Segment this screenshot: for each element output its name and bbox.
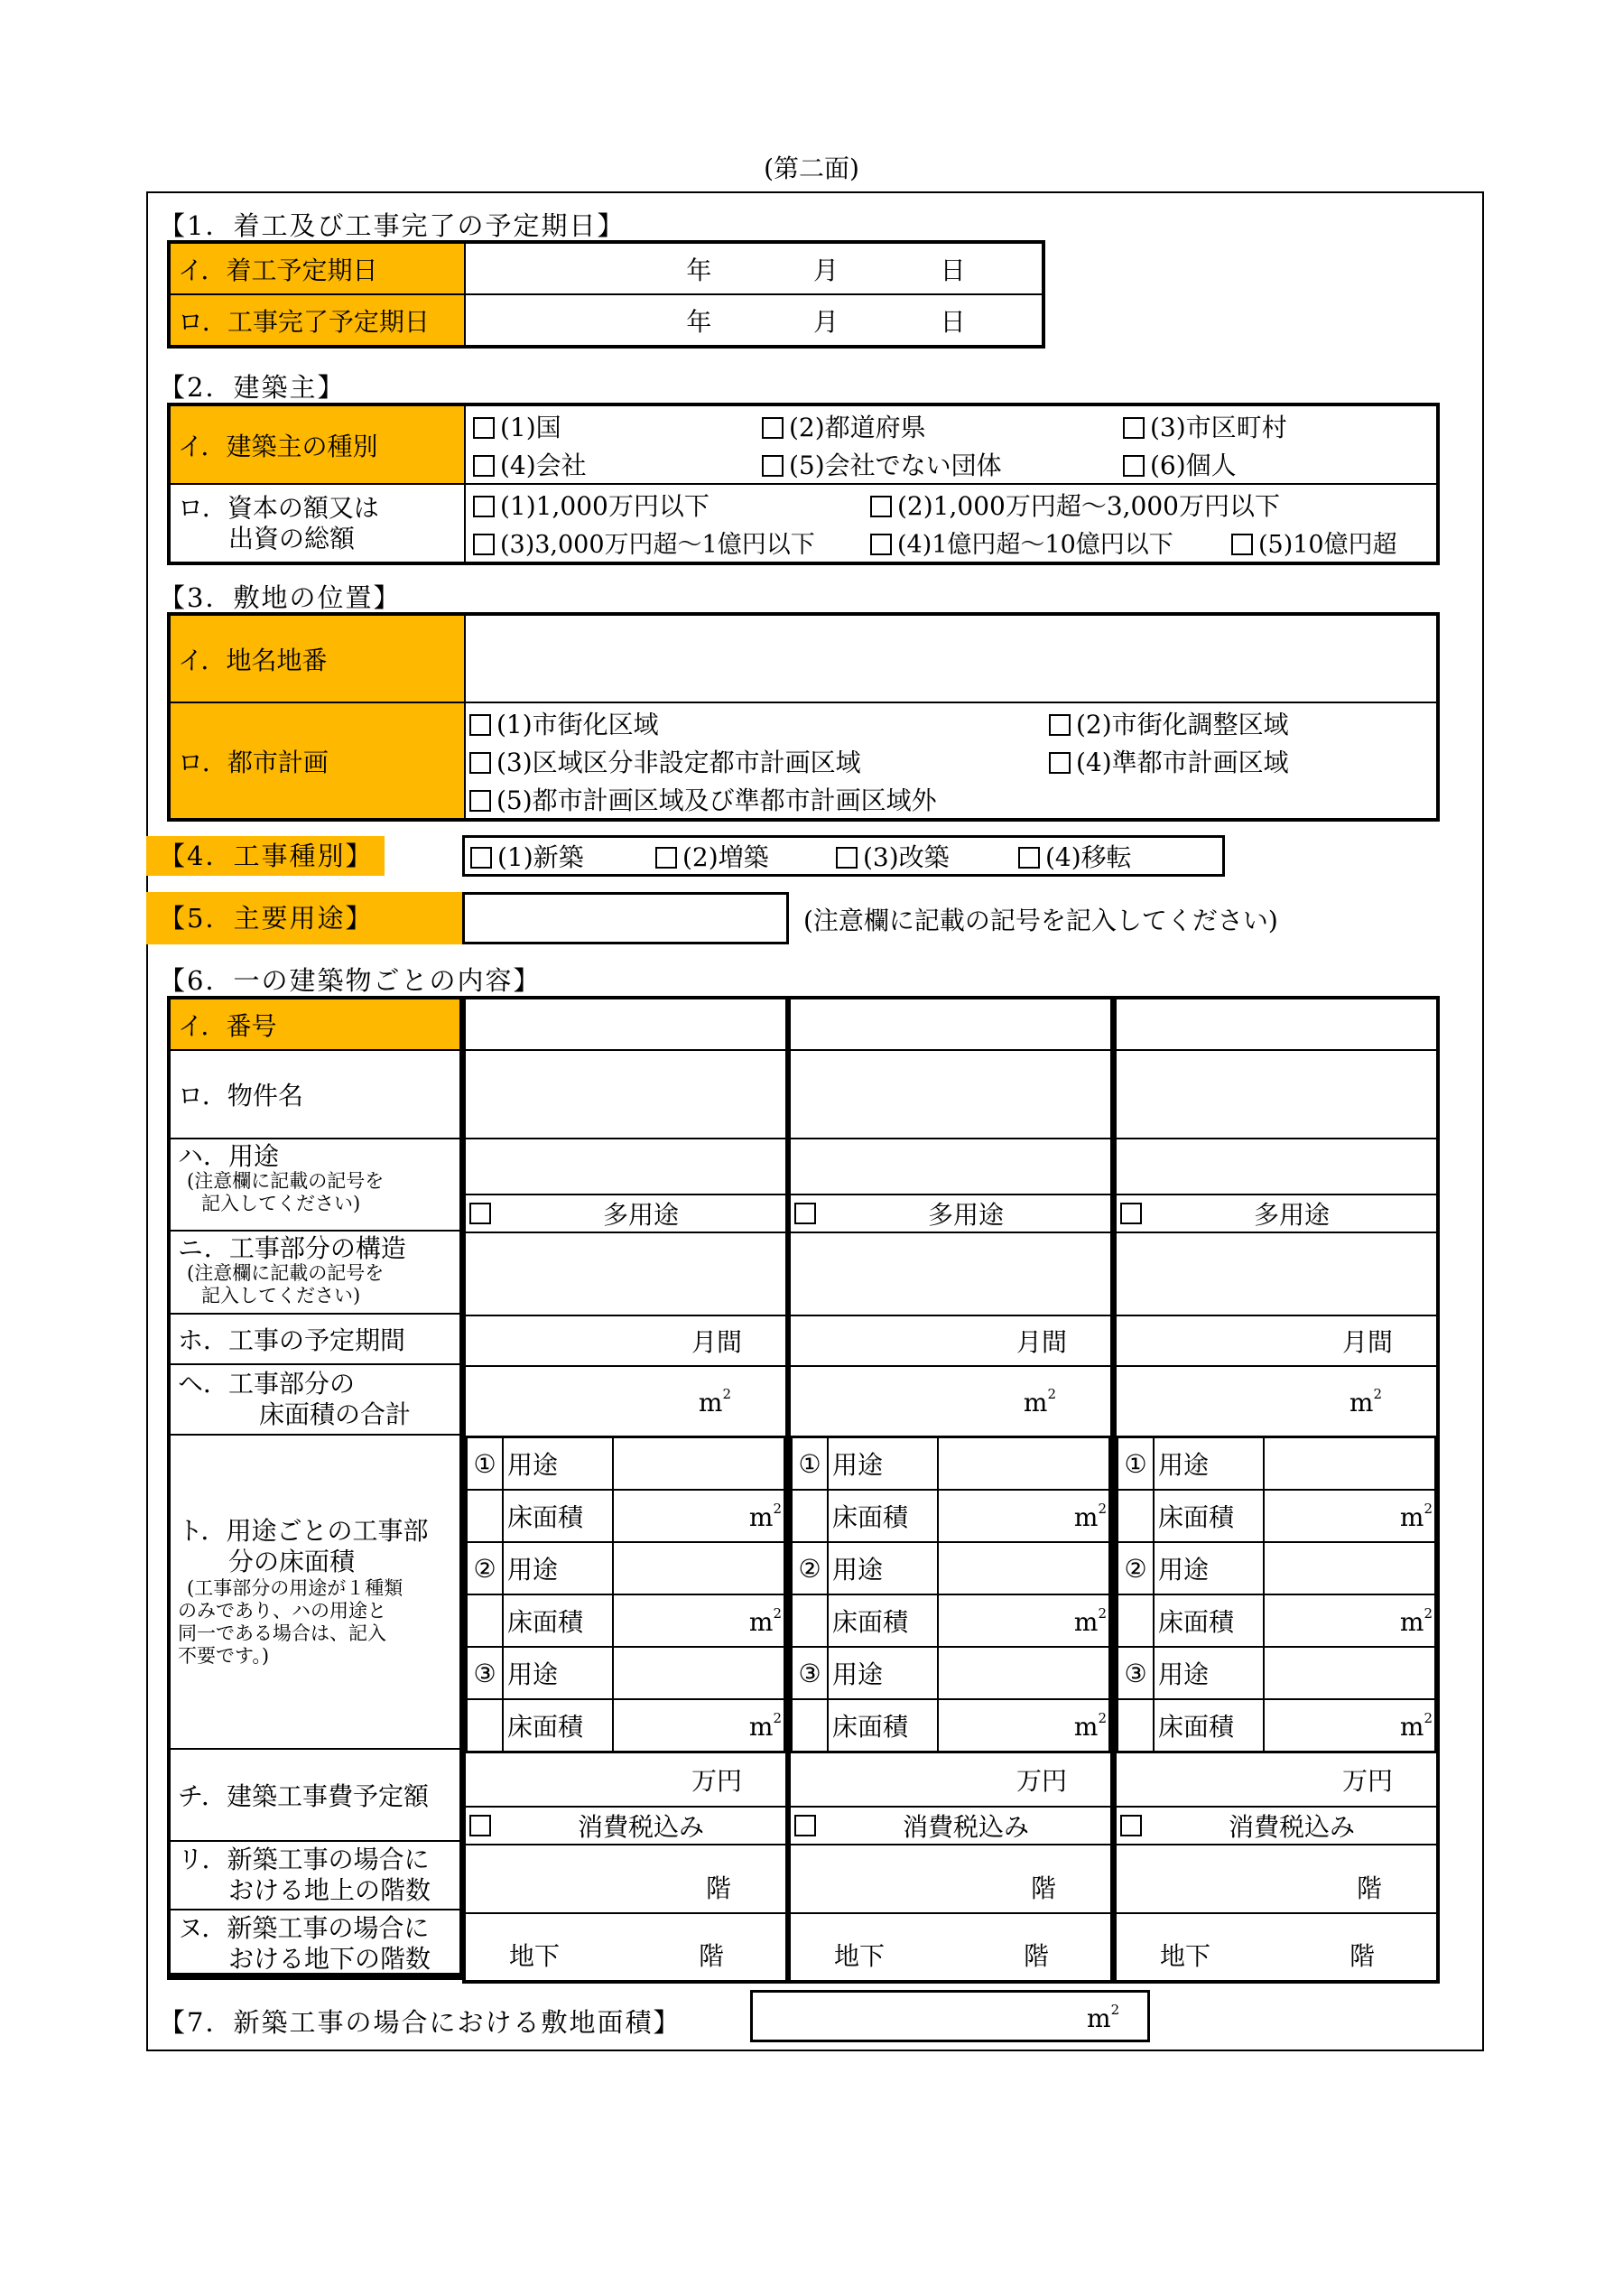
circled-number: ①	[1118, 1437, 1154, 1490]
start-date-label: イ．着工予定期日	[169, 242, 465, 294]
sub-use-field[interactable]	[938, 1542, 1109, 1594]
owner-option[interactable]: (1)国	[473, 408, 762, 444]
tax-option[interactable]: 消費税込み	[1117, 1806, 1436, 1844]
building-label-column	[167, 996, 463, 1980]
section1-heading: 【1．着工及び工事完了の予定期日】	[159, 210, 626, 241]
work-type-option[interactable]: (3)改築	[836, 838, 1018, 874]
plan-option[interactable]: (5)都市計画区域及び準都市計画区域外	[469, 781, 937, 817]
checkbox[interactable]	[1049, 752, 1071, 774]
work-type-option[interactable]: (2)増築	[655, 838, 836, 874]
sub-area-label: 床面積	[828, 1490, 938, 1542]
section4-heading: 【4．工事種別】	[146, 836, 385, 876]
tax-option[interactable]: 消費税込み	[791, 1806, 1110, 1844]
city-plan-label: ロ．都市計画	[169, 702, 465, 820]
structure-label: ニ．工事部分の構造 (注意欄に記載の記号を 記入してください)	[169, 1231, 461, 1314]
multi-use-option[interactable]: 多用途	[466, 1194, 785, 1232]
name-field[interactable]	[1115, 1050, 1438, 1139]
sub-use-label: 用途	[503, 1437, 613, 1490]
owner-type-options	[465, 404, 1438, 484]
sub-area-field[interactable]: $m^2$	[938, 1594, 1109, 1647]
sub-area-field[interactable]: $m^2$	[1264, 1594, 1435, 1647]
section3-heading: 【3．敷地の位置】	[159, 582, 402, 613]
sub-use-label: 用途	[1154, 1437, 1264, 1490]
sub-use-field[interactable]	[1264, 1542, 1435, 1594]
sub-use-field[interactable]	[613, 1437, 784, 1490]
cost-label: チ．建築工事費予定額	[169, 1749, 461, 1841]
by-use-subtable	[791, 1436, 1110, 1752]
tax-option[interactable]: 消費税込み	[466, 1806, 785, 1844]
area-total-label: ヘ．工事部分の 床面積の合計	[169, 1364, 461, 1435]
use-label: ハ．用途 (注意欄に記載の記号を 記入してください)	[169, 1139, 461, 1231]
capital-option[interactable]: (1)1,000万円以下	[473, 487, 870, 523]
sub-use-label: 用途	[1154, 1542, 1264, 1594]
sub-use-field[interactable]	[938, 1437, 1109, 1490]
capital-options	[465, 484, 1438, 563]
structure-field[interactable]	[1115, 1232, 1438, 1315]
checkbox[interactable]	[762, 455, 784, 477]
page-label: (第二面)	[764, 153, 859, 183]
sub-area-label: 床面積	[828, 1594, 938, 1647]
sub-use-label: 用途	[828, 1542, 938, 1594]
checkbox[interactable]	[1231, 534, 1253, 555]
address-field[interactable]	[465, 614, 1438, 702]
above-floors-field[interactable]: 階	[1115, 1845, 1438, 1913]
section2-heading: 【2．建築主】	[159, 372, 346, 403]
owner-type-label: イ．建築主の種別	[169, 404, 465, 484]
capital-option[interactable]: (3)3,000万円超～1億円以下	[473, 525, 870, 560]
main-use-field[interactable]	[462, 892, 789, 944]
schedule-table	[167, 240, 1045, 349]
circled-number: ①	[467, 1437, 503, 1490]
cost-field[interactable]: 万円	[1016, 1766, 1067, 1796]
period-field[interactable]: 月間	[464, 1315, 787, 1366]
sub-area-field[interactable]: $m^2$	[938, 1490, 1109, 1542]
address-label: イ．地名地番	[169, 614, 465, 702]
sub-use-label: 用途	[828, 1437, 938, 1490]
work-type-option[interactable]: (1)新築	[470, 838, 655, 874]
year-unit: 年	[686, 255, 712, 285]
capital-option[interactable]: (5)10億円超	[1231, 525, 1397, 560]
checkbox[interactable]	[1123, 417, 1145, 439]
sub-use-field[interactable]	[613, 1647, 784, 1699]
completion-date-field[interactable]	[465, 294, 1043, 347]
checkbox[interactable]	[1123, 455, 1145, 477]
number-field[interactable]	[1115, 998, 1438, 1050]
work-type-option[interactable]: (4)移転	[1018, 838, 1132, 874]
checkbox[interactable]	[794, 1815, 816, 1836]
checkbox[interactable]	[469, 790, 491, 812]
period-field[interactable]: 月間	[789, 1315, 1112, 1366]
section6-heading: 【6．一の建築物ごとの内容】	[159, 965, 542, 996]
checkbox[interactable]	[1018, 847, 1040, 869]
sub-use-field[interactable]	[1264, 1647, 1435, 1699]
site-area-unit: $m^2$	[1087, 2002, 1120, 2033]
sub-area-label: 床面積	[503, 1594, 613, 1647]
checkbox[interactable]	[469, 1815, 491, 1836]
owner-option[interactable]: (3)市区町村	[1123, 408, 1287, 444]
building-column	[787, 996, 1114, 1984]
checkbox[interactable]	[473, 534, 495, 555]
structure-field[interactable]	[789, 1232, 1112, 1315]
sub-area-field[interactable]: $m^2$	[613, 1699, 784, 1752]
circled-number: ③	[792, 1647, 828, 1699]
owner-option[interactable]: (2)都道府県	[762, 408, 1123, 444]
circled-number: ②	[467, 1542, 503, 1594]
owner-option[interactable]: (4)会社	[473, 446, 762, 482]
sub-area-field[interactable]: $m^2$	[1264, 1699, 1435, 1752]
number-field[interactable]	[464, 998, 787, 1050]
capital-option[interactable]: (2)1,000万円超～3,000万円以下	[870, 487, 1280, 523]
sub-area-label: 床面積	[1154, 1699, 1264, 1752]
sub-area-label: 床面積	[503, 1490, 613, 1542]
owner-table	[167, 403, 1440, 565]
sub-use-label: 用途	[503, 1542, 613, 1594]
plan-option[interactable]: (1)市街化区域	[469, 705, 1049, 741]
checkbox[interactable]	[469, 752, 491, 774]
checkbox[interactable]	[1120, 1203, 1142, 1224]
sub-use-label: 用途	[1154, 1647, 1264, 1699]
owner-option[interactable]: (6)個人	[1123, 446, 1237, 482]
section7-heading: 【7．新築工事の場合における敷地面積】	[159, 2007, 682, 2038]
owner-option[interactable]: (5)会社でない団体	[762, 446, 1123, 482]
sub-area-label: 床面積	[1154, 1490, 1264, 1542]
checkbox[interactable]	[870, 534, 892, 555]
below-floors-field[interactable]: 地下 階	[464, 1913, 787, 1982]
sub-area-field[interactable]: $m^2$	[613, 1594, 784, 1647]
name-label: ロ．物件名	[169, 1050, 461, 1139]
sub-use-label: 用途	[828, 1647, 938, 1699]
by-use-subtable	[1117, 1436, 1436, 1752]
sub-area-label: 床面積	[503, 1699, 613, 1752]
period-label: ホ．工事の予定期間	[169, 1314, 461, 1364]
period-field[interactable]: 月間	[1115, 1315, 1438, 1366]
month-unit: 月	[812, 306, 839, 337]
multi-use-option[interactable]: 多用途	[1117, 1194, 1436, 1232]
cost-field[interactable]: 万円	[1341, 1766, 1393, 1796]
work-type-box	[462, 835, 1225, 877]
below-floors-field[interactable]: 地下 階	[1115, 1913, 1438, 1982]
checkbox[interactable]	[794, 1203, 816, 1224]
completion-date-label: ロ．工事完了予定期日	[169, 294, 465, 347]
area-total-field[interactable]: $m^2$	[789, 1366, 1112, 1436]
start-date-field[interactable]	[465, 242, 1043, 294]
name-field[interactable]	[464, 1050, 787, 1139]
circled-number: ③	[467, 1647, 503, 1699]
above-floors-field[interactable]: 階	[464, 1845, 787, 1913]
checkbox[interactable]	[1120, 1815, 1142, 1836]
multi-use-option[interactable]: 多用途	[791, 1194, 1110, 1232]
checkbox[interactable]	[473, 496, 495, 517]
circled-number: ②	[792, 1542, 828, 1594]
building-column	[462, 996, 789, 1984]
area-total-field[interactable]: $m^2$	[1115, 1366, 1438, 1436]
plan-option[interactable]: (3)区域区分非設定都市計画区域	[469, 743, 1049, 779]
day-unit: 日	[940, 255, 966, 285]
checkbox[interactable]	[836, 847, 858, 869]
sub-area-field[interactable]: $m^2$	[938, 1699, 1109, 1752]
year-unit: 年	[686, 306, 712, 337]
by-use-label: ト．用途ごとの工事部 分の床面積 (工事部分の用途が１種類 のみであり、ハの用途と 同一である場合は、記入 不要です。)	[169, 1435, 461, 1749]
sub-area-label: 床面積	[828, 1699, 938, 1752]
cost-field[interactable]: 万円	[691, 1766, 742, 1796]
checkbox[interactable]	[469, 714, 491, 736]
capital-label: ロ．資本の額又は 出資の総額	[169, 484, 465, 563]
section5-heading: 【5．主要用途】	[146, 892, 462, 944]
above-floors-field[interactable]: 階	[789, 1845, 1112, 1913]
checkbox[interactable]	[762, 417, 784, 439]
sub-area-field[interactable]: $m^2$	[1264, 1490, 1435, 1542]
sub-use-field[interactable]	[1264, 1437, 1435, 1490]
number-label: イ．番号	[169, 998, 461, 1050]
day-unit: 日	[940, 306, 966, 337]
by-use-subtable	[466, 1436, 785, 1752]
city-plan-options	[465, 702, 1438, 820]
below-floors-field[interactable]: 地下 階	[789, 1913, 1112, 1982]
checkbox[interactable]	[655, 847, 677, 869]
sub-area-label: 床面積	[1154, 1594, 1264, 1647]
main-use-note: (注意欄に記載の記号を記入してください)	[803, 906, 1278, 935]
sub-area-field[interactable]: $m^2$	[613, 1490, 784, 1542]
sub-use-field[interactable]	[938, 1647, 1109, 1699]
plan-option[interactable]: (4)準都市計画区域	[1049, 743, 1289, 779]
plan-option[interactable]: (2)市街化調整区域	[1049, 705, 1289, 741]
checkbox[interactable]	[470, 847, 492, 869]
number-field[interactable]	[789, 998, 1112, 1050]
area-total-field[interactable]: $m^2$	[464, 1366, 787, 1436]
site-area-field[interactable]	[750, 1990, 1150, 2042]
month-unit: 月	[812, 255, 839, 285]
below-floors-label: ヌ．新築工事の場合に おける地下の階数	[169, 1910, 461, 1978]
checkbox[interactable]	[473, 455, 495, 477]
circled-number: ②	[1118, 1542, 1154, 1594]
checkbox[interactable]	[473, 417, 495, 439]
name-field[interactable]	[789, 1050, 1112, 1139]
structure-field[interactable]	[464, 1232, 787, 1315]
sub-use-label: 用途	[503, 1647, 613, 1699]
site-table	[167, 612, 1440, 822]
circled-number: ③	[1118, 1647, 1154, 1699]
capital-option[interactable]: (4)1億円超～10億円以下	[870, 525, 1231, 560]
building-column	[1113, 996, 1440, 1984]
checkbox[interactable]	[870, 496, 892, 517]
checkbox[interactable]	[1049, 714, 1071, 736]
circled-number: ①	[792, 1437, 828, 1490]
sub-use-field[interactable]	[613, 1542, 784, 1594]
above-floors-label: リ．新築工事の場合に おける地上の階数	[169, 1841, 461, 1910]
checkbox[interactable]	[469, 1203, 491, 1224]
